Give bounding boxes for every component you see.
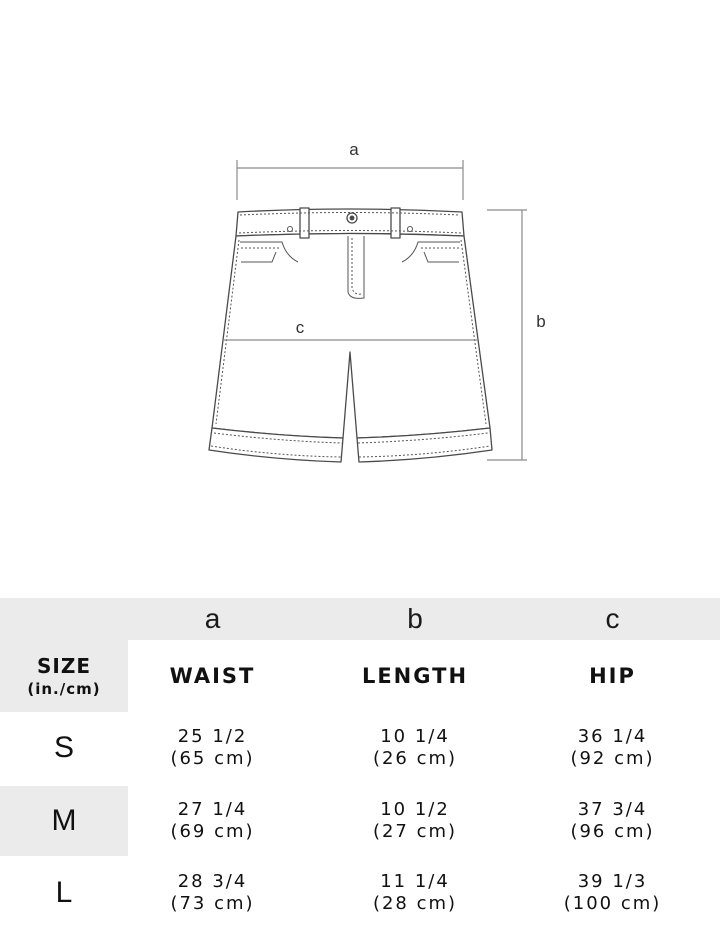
hip-inches: 39 1/3 (577, 871, 648, 892)
column-letter-b: b (407, 603, 423, 634)
measure-line-a (237, 160, 463, 200)
hip-value (530, 712, 695, 784)
length-cm: (27 cm) (372, 821, 458, 842)
size-label: S (53, 731, 74, 764)
waist-value (130, 856, 295, 930)
size-chart-table (0, 598, 720, 930)
column-letter-a: a (204, 603, 221, 634)
column-letter-row (0, 598, 720, 640)
header-waist: WAIST (169, 664, 256, 688)
table-row (0, 712, 720, 784)
size-cell (0, 786, 128, 856)
length-value (330, 856, 500, 930)
size-header-unit: (in./cm) (27, 680, 101, 698)
length-inches: 10 1/2 (380, 799, 450, 820)
waist-value (130, 712, 295, 784)
length-cm: (28 cm) (372, 893, 458, 914)
size-header-title: SIZE (36, 654, 91, 678)
table-row (0, 786, 720, 856)
table-row (0, 856, 720, 930)
waist-value (130, 786, 295, 856)
waist-cm: (65 cm) (170, 748, 255, 769)
hip-cm: (92 cm) (570, 748, 655, 769)
length-value (330, 712, 500, 784)
size-header (0, 640, 128, 712)
hip-value (530, 786, 695, 856)
hip-value (530, 856, 695, 930)
waist-cm: (69 cm) (170, 821, 255, 842)
measure-line-b (487, 210, 527, 460)
size-label: M (51, 804, 77, 837)
size-label: L (55, 876, 73, 909)
length-value (330, 786, 500, 856)
length-cm: (26 cm) (372, 748, 458, 769)
waist-inches: 28 3/4 (177, 871, 248, 892)
hip-cm: (100 cm) (563, 893, 662, 914)
hip-cm: (96 cm) (570, 821, 655, 842)
column-letter-c: c (605, 603, 620, 634)
length-inches: 10 1/4 (380, 726, 450, 747)
waist-inches: 27 1/4 (177, 799, 248, 820)
size-cell (0, 856, 128, 930)
waist-inches: 25 1/2 (177, 726, 248, 747)
hip-inches: 37 3/4 (577, 799, 648, 820)
header-row (0, 640, 720, 712)
shorts-illustration (209, 208, 492, 462)
waist-cm: (73 cm) (170, 893, 255, 914)
header-hip: HIP (589, 664, 636, 688)
length-inches: 11 1/4 (380, 871, 450, 892)
hip-inches: 36 1/4 (577, 726, 648, 747)
measure-label-c: c (295, 318, 305, 337)
header-length: LENGTH (361, 664, 469, 688)
measure-label-a: a (349, 140, 359, 159)
measure-label-b: b (536, 312, 546, 331)
size-cell (0, 712, 128, 784)
